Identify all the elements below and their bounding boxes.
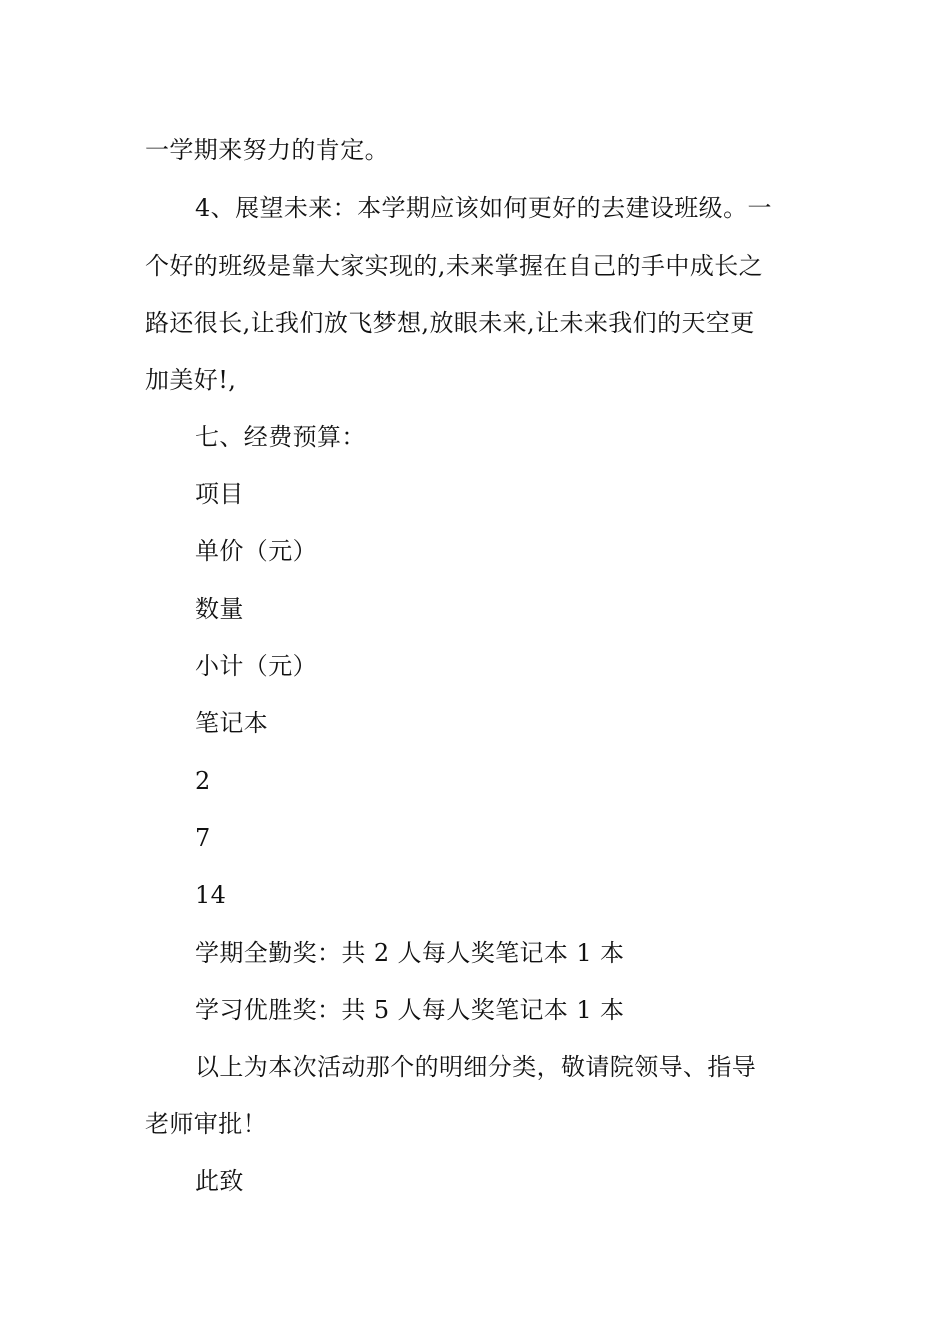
paragraph-line: 老师审批！	[145, 1110, 267, 1138]
budget-header-item: 项目	[195, 480, 244, 508]
paragraph-line: 以上为本次活动那个的明细分类，敬请院领导、指导	[195, 1053, 757, 1081]
budget-header-quantity: 数量	[195, 595, 244, 623]
paragraph-line: 个好的班级是靠大家实现的,未来掌握在自己的手中成长之	[145, 252, 764, 280]
paragraph-line: 加美好!,	[145, 366, 237, 394]
paragraph-line: 4、展望未来：本学期应该如何更好的去建设班级。一	[195, 194, 772, 222]
paragraph-line: 路还很长,让我们放飞梦想,放眼未来,让未来我们的天空更	[145, 309, 755, 337]
paragraph-line: 一学期来努力的肯定。	[145, 136, 389, 164]
closing-salutation: 此致	[195, 1167, 244, 1195]
section-heading: 七、经费预算：	[195, 423, 366, 451]
budget-item-subtotal: 14	[195, 881, 227, 909]
budget-item-quantity: 7	[195, 824, 211, 852]
award-note: 学习优胜奖：共 5 人每人奖笔记本 1 本	[195, 996, 625, 1024]
budget-item-unit-price: 2	[195, 767, 211, 795]
budget-item-name: 笔记本	[195, 709, 269, 737]
budget-header-subtotal: 小计（元）	[195, 652, 317, 680]
budget-header-unit-price: 单价（元）	[195, 537, 317, 565]
award-note: 学期全勤奖：共 2 人每人奖笔记本 1 本	[195, 939, 625, 967]
